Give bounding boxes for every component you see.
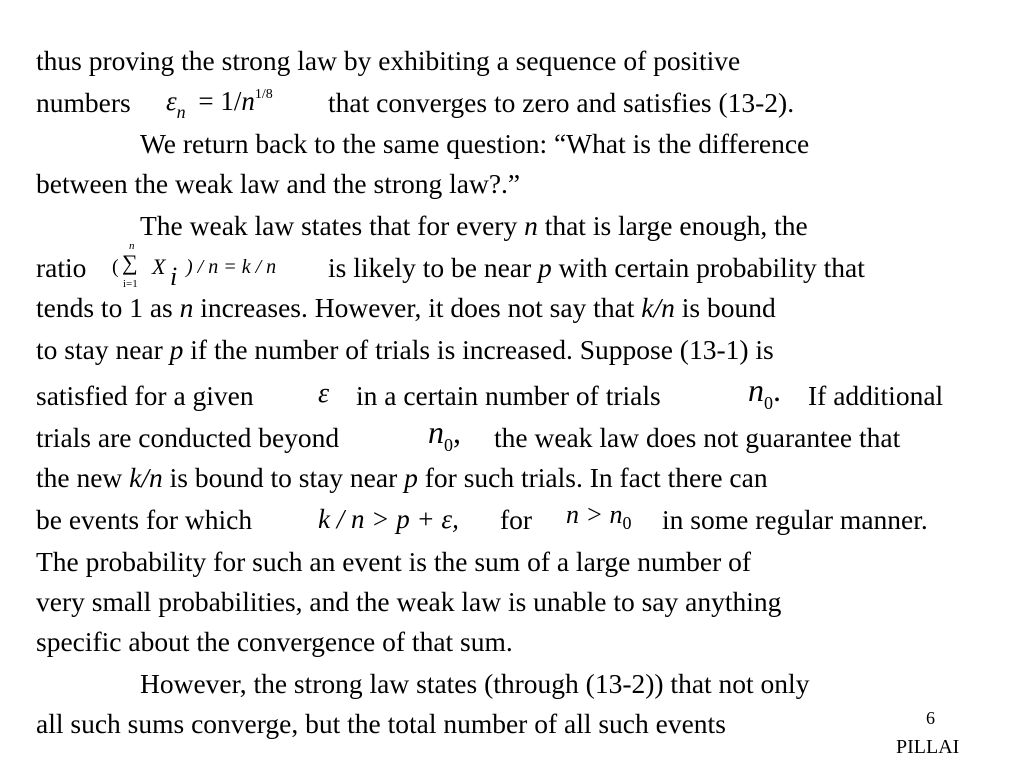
ratio-rest: ) / n = k / n bbox=[186, 256, 277, 278]
text-line bbox=[140, 210, 808, 242]
text-line: be events for which bbox=[36, 504, 253, 535]
page-number: 6 bbox=[926, 708, 935, 728]
text-span: that is large enough, the bbox=[544, 210, 808, 241]
text-line: all such sums converge, but the total number of all such events bbox=[36, 708, 726, 739]
math-n: n bbox=[179, 292, 194, 323]
subscript-zero: 0 bbox=[622, 513, 632, 533]
comma: , bbox=[453, 414, 461, 450]
epsilon-symbol: ε bbox=[166, 86, 177, 116]
text-line: However, the strong law states (through (13-2)) that not only bbox=[140, 668, 810, 699]
text-line: thus proving the strong law by exhibiting a sequence of positive bbox=[36, 45, 741, 76]
math-kn: k/n bbox=[641, 292, 675, 323]
text-span: The weak law states that for every bbox=[140, 210, 518, 241]
text-span: is likely to be near bbox=[328, 252, 532, 283]
text-line: in a certain number of trials bbox=[356, 380, 661, 411]
text-span: to stay near bbox=[36, 334, 163, 365]
text-span: increases. However, it does not say that bbox=[200, 292, 635, 323]
text-line bbox=[328, 252, 865, 284]
text-line: very small probabilities, and the weak law is unable to say anything bbox=[36, 586, 782, 617]
subscript-zero: 0 bbox=[764, 393, 773, 413]
period: . bbox=[773, 372, 781, 408]
n-inequality: n > n bbox=[566, 500, 623, 529]
text-line: satisfied for a given bbox=[36, 380, 254, 411]
text-line: trials are conducted beyond bbox=[36, 422, 340, 453]
subscript-n: n bbox=[176, 102, 186, 122]
text-line: in some regular manner. bbox=[662, 504, 928, 535]
text-line: the weak law does not guarantee that bbox=[494, 422, 901, 453]
variable-x: X bbox=[152, 254, 166, 279]
n-zero-symbol bbox=[748, 372, 781, 413]
subscript-zero: 0 bbox=[444, 435, 453, 455]
text-line: If additional bbox=[808, 380, 944, 411]
n-letter: n bbox=[748, 372, 764, 408]
text-line: for bbox=[500, 504, 533, 535]
text-span: with certain probability that bbox=[558, 252, 865, 283]
text-span: tends to 1 as bbox=[36, 292, 173, 323]
text-line bbox=[36, 462, 768, 494]
epsilon-n-formula bbox=[166, 86, 273, 122]
text-line: that converges to zero and satisfies (13-2). bbox=[328, 87, 795, 118]
epsilon-symbol: ε bbox=[318, 378, 330, 409]
math-kn: k/n bbox=[129, 462, 163, 493]
text-span: is bound to stay near bbox=[169, 462, 398, 493]
n-letter: n bbox=[428, 414, 444, 450]
text-span: the new bbox=[36, 462, 123, 493]
math-p: p bbox=[169, 334, 184, 365]
text-line: between the weak law and the strong law?.” bbox=[36, 168, 521, 199]
sum-upper-limit: n bbox=[129, 240, 135, 252]
n-zero-symbol bbox=[428, 414, 461, 455]
inequality-formula: k / n > p + ε, bbox=[318, 504, 459, 534]
text-span: for such trials. In fact there can bbox=[424, 462, 768, 493]
sigma-symbol: ∑ bbox=[122, 250, 138, 275]
text-line bbox=[36, 292, 776, 324]
text-line: specific about the convergence of that sum. bbox=[36, 626, 513, 657]
text-line: ratio bbox=[36, 252, 87, 283]
paren-open: ( bbox=[112, 256, 119, 278]
exponent: 1/8 bbox=[254, 87, 273, 102]
n-greater-n0-formula bbox=[566, 500, 632, 533]
subscript-i: i bbox=[170, 262, 178, 291]
text-line: The probability for such an event is the sum of a large number of bbox=[36, 546, 752, 577]
text-span: is bound bbox=[681, 292, 776, 323]
sum-lower-limit: i=1 bbox=[123, 278, 138, 290]
math-p: p bbox=[404, 462, 418, 493]
text-line bbox=[36, 334, 774, 366]
text-line: numbers bbox=[36, 87, 131, 118]
author-footer: PILLAI bbox=[896, 736, 960, 758]
formula-rhs: = 1/ bbox=[198, 86, 242, 116]
math-n: n bbox=[524, 210, 538, 241]
sum-ratio-formula bbox=[112, 240, 322, 290]
text-span: if the number of trials is increased. Suppose (13-1) is bbox=[190, 334, 774, 365]
text-line: We return back to the same question: “What is the difference bbox=[140, 128, 810, 159]
math-p: p bbox=[538, 252, 552, 283]
formula-n: n bbox=[241, 86, 255, 116]
